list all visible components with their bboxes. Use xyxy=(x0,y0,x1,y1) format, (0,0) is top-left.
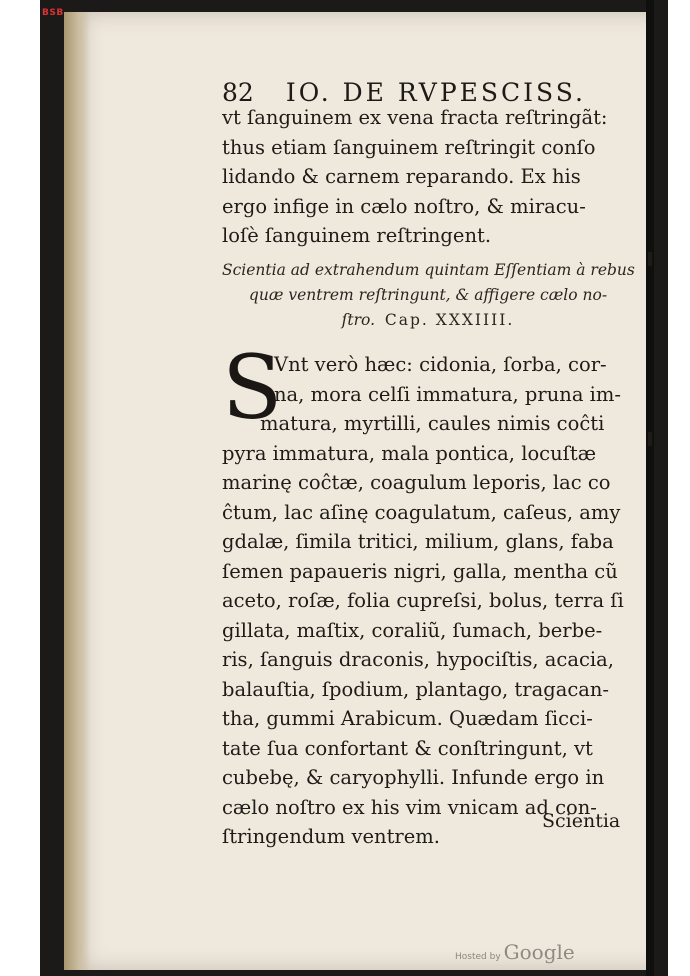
title-line: quæ ventrem reſtringunt, & affigere cælo no- xyxy=(248,286,608,304)
text-line: matura, myrtilli, caules nimis coĉti xyxy=(260,412,605,435)
text-line: ris, ſanguis draconis, hypociſtis, acacia, xyxy=(222,648,614,671)
chapter-title xyxy=(222,258,634,333)
text-line: thus etiam ſanguinem reſtringit conſo xyxy=(222,135,596,159)
text-line: lidando & carnem reparando. Ex his xyxy=(222,165,581,188)
page-edge-mark xyxy=(648,432,652,446)
page-gutter-shadow xyxy=(64,12,90,970)
hosted-by-watermark xyxy=(455,940,575,964)
title-line-end: ſtro. xyxy=(341,311,376,329)
text-line: cubebę, & caryophylli. Infunde ergo in xyxy=(222,766,605,789)
google-logo: Google xyxy=(503,940,575,964)
paragraph-1 xyxy=(222,103,632,251)
text-line: Vnt verò hæc: cidonia, ſorba, cor- xyxy=(274,353,607,376)
chapter-label: Cap. XXXIIII. xyxy=(384,311,515,329)
text-line: ſemen papaueris nigri, galla, mentha cũ xyxy=(222,559,618,583)
text-line: gillata, maſtix, coraliũ, ſumach, berbe- xyxy=(222,618,603,642)
page-number: 82 xyxy=(222,78,254,107)
text-line: na, mora celſi immatura, pruna im- xyxy=(274,382,621,406)
text-line: pyra immatura, mala pontica, locuſtæ xyxy=(222,441,597,465)
paragraph-2 xyxy=(222,350,632,852)
text-line: cælo noſtro ex his vim vnicam ad con- xyxy=(222,795,597,819)
page-edge-mark xyxy=(648,252,652,266)
text-line: gdalæ, ſimila tritici, milium, glans, faba xyxy=(222,530,614,553)
text-line: ſtringendum ventrem. xyxy=(222,825,440,848)
running-head-text: IO. DE RVPESCISS. xyxy=(285,78,586,107)
drop-cap: S xyxy=(222,336,283,439)
text-line: loſè ſanguinem reſtringent. xyxy=(222,224,492,247)
text-line: vt ſanguinem ex vena fracta reſtringãt: xyxy=(222,106,608,129)
text-line: balauſtia, ſpodium, plantago, tragacan- xyxy=(222,677,610,701)
title-line-last xyxy=(222,308,634,333)
right-border-strip xyxy=(646,0,654,976)
text-line: ergo infige in cælo noſtro, & miracu- xyxy=(222,194,586,218)
text-line: tha, gummi Arabicum. Quædam ſicci- xyxy=(222,707,593,730)
text-line: tate ſua confortant & conſtringunt, vt xyxy=(222,736,593,760)
library-mark: BSB xyxy=(42,8,64,18)
catchword: Scientia xyxy=(542,810,621,832)
watermark-prefix: Hosted by xyxy=(455,952,501,962)
title-line: Scientia ad extrahendum quintam Eſſentiam à rebus xyxy=(222,261,635,279)
text-line: ĉtum, lac aſinę coagulatum, caſeus, amy xyxy=(222,500,621,524)
text-line: marinę coĉtæ, coagulum leporis, lac co xyxy=(222,471,611,494)
text-line: aceto, roſæ, folia cupreſsi, bolus, terra ſi xyxy=(222,589,624,612)
